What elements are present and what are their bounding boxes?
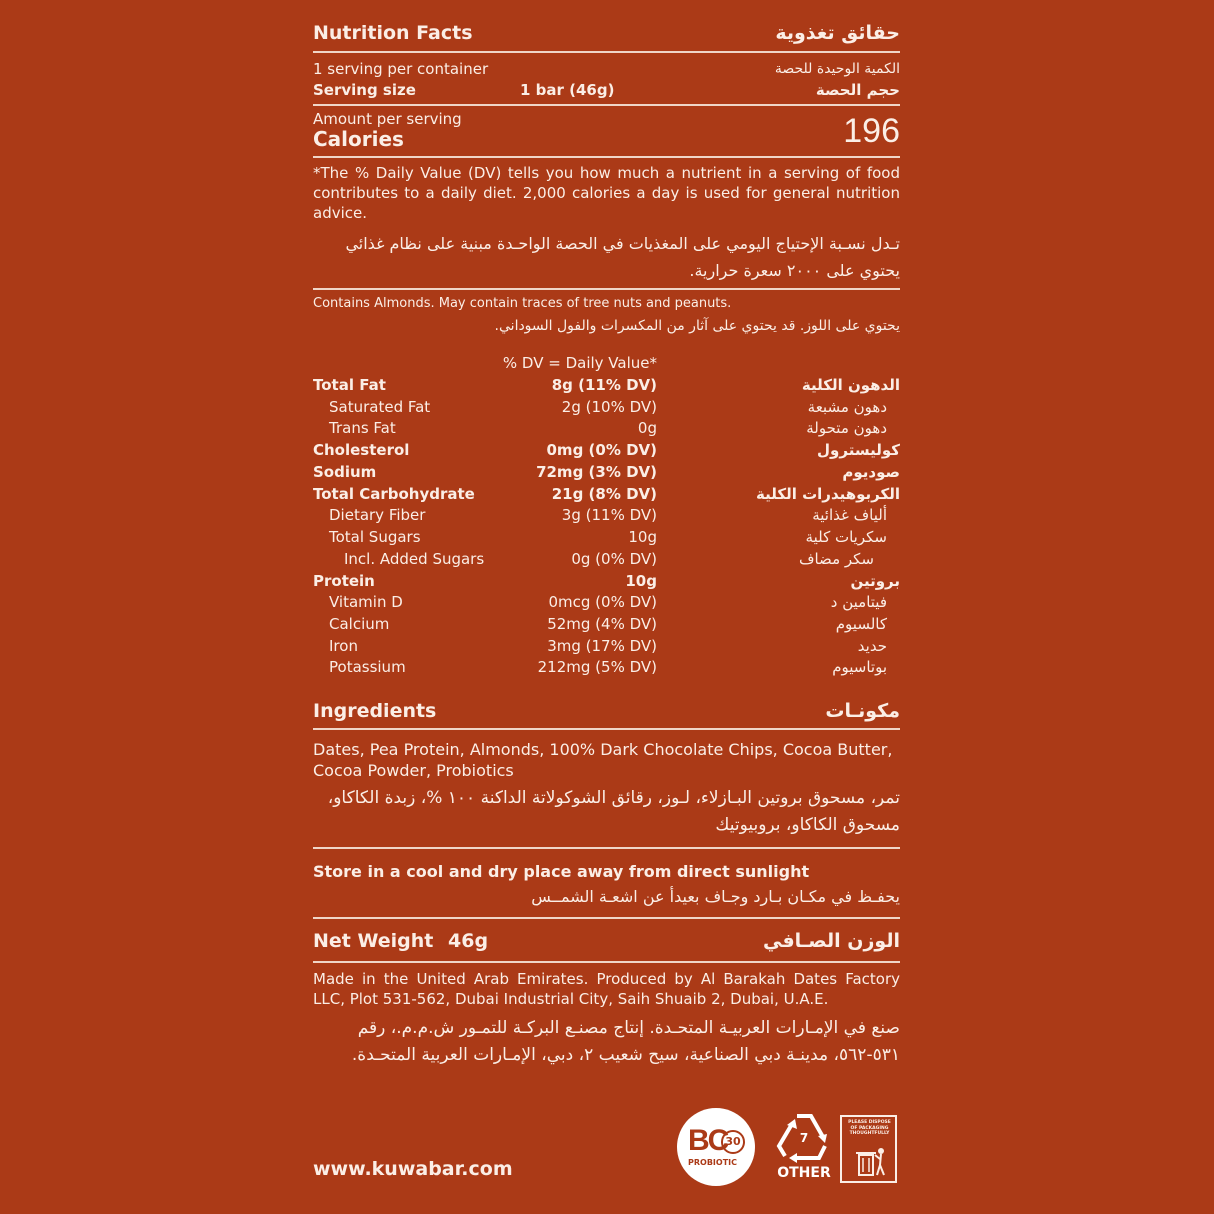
nutrient-name: Sodium <box>313 463 377 481</box>
nutrient-row <box>313 376 900 398</box>
dispose-text: PLEASE DISPOSE OF PACKAGING THOUGHTFULLY <box>848 1120 891 1136</box>
nutrient-name: Potassium <box>329 658 406 676</box>
nutrient-value: 0g <box>637 419 657 437</box>
nutrient-name-ar: دهون مشبعة <box>807 398 887 416</box>
ingredients-ar: تمر، مسحوق بروتين البـازلاء، لـوز، رقائق الشوكولاتة الداكنة ١٠٠ %، زبدة الكاكاو، مسحوق الكاكاو، بروبيوتيك <box>327 788 900 835</box>
nutrient-name-ar: صوديوم <box>842 463 900 481</box>
storage-en: Store in a cool and dry place away from direct sunlight <box>313 862 810 881</box>
net-weight-ar: الوزن الصـافي <box>763 930 900 952</box>
nutrient-value: 3mg (17% DV) <box>547 637 657 655</box>
nutrient-name: Trans Fat <box>329 419 396 437</box>
net-weight <box>313 930 488 952</box>
nutrient-value: 10g <box>625 572 657 590</box>
nutrient-value: 8g (11% DV) <box>551 376 657 394</box>
nutrient-name-ar: الدهون الكلية <box>801 376 900 394</box>
nutrient-name: Total Sugars <box>329 528 421 546</box>
nutrient-value: 0mcg (0% DV) <box>548 593 657 611</box>
nutrient-row <box>313 550 900 572</box>
dv-header: % DV = Daily Value* <box>502 354 657 372</box>
nutrient-name-ar: كالسيوم <box>835 615 887 633</box>
nutrient-value: 212mg (5% DV) <box>537 658 657 676</box>
ingredients-title-ar: مكونـات <box>825 700 900 722</box>
title-en: Nutrition Facts <box>313 22 473 44</box>
nutrient-name: Total Fat <box>313 376 386 394</box>
nutrient-row <box>313 485 900 507</box>
nutrient-name: Saturated Fat <box>329 398 431 416</box>
nutrient-name-ar: فيتامين د <box>830 593 887 611</box>
servings-per-container-ar: الكمية الوحيدة للحصة <box>774 61 900 77</box>
divider <box>313 847 900 849</box>
bc30-probiotic-logo <box>677 1108 755 1186</box>
bc30-logo-label: PROBIOTIC <box>688 1158 738 1167</box>
nutrient-value: 2g (10% DV) <box>561 398 657 416</box>
title-ar: حقائق تغذوية <box>775 22 900 44</box>
trash-bin-icon <box>851 1145 887 1179</box>
divider <box>313 961 900 963</box>
net-weight-label: Net Weight <box>313 930 434 952</box>
nutrient-name-ar: سكريات كلية <box>805 528 887 546</box>
nutrient-name: Vitamin D <box>329 593 403 611</box>
nutrient-name: Cholesterol <box>313 441 410 459</box>
nutrient-row <box>313 441 900 463</box>
nutrient-row <box>313 463 900 485</box>
amount-per-serving: Amount per serving <box>313 110 462 128</box>
manufacturer-ar: صنع في الإمـارات العربيـة المتحـدة. إنتاج مصنـع البركـة للتمـور ش.م.م.، رقم ٥٣١-٥٦٢، مدينـة دبي الصناعية، سيح شعيب ٢، دبي، الإمـارات العربية المتحـدة. <box>351 1018 900 1065</box>
nutrient-row <box>313 528 900 550</box>
nutrient-value: 21g (8% DV) <box>551 485 657 503</box>
nutrient-value: 3g (11% DV) <box>561 506 657 524</box>
divider <box>313 104 900 106</box>
nutrient-name-ar: بروتين <box>850 572 900 590</box>
nutrient-name-ar: بوتاسيوم <box>832 658 887 676</box>
dv-note-en: *The % Daily Value (DV) tells you how much a nutrient in a serving of food contributes to a daily diet. 2,000 calories a day is used for general nutrition advice. <box>313 164 900 222</box>
allergen-en: Contains Almonds. May contain traces of tree nuts and peanuts. <box>313 296 732 311</box>
nutrient-row <box>313 615 900 637</box>
nutrient-name: Total Carbohydrate <box>313 485 475 503</box>
divider <box>313 156 900 158</box>
nutrient-name-ar: سكر مضاف <box>798 550 874 568</box>
nutrient-value: 10g <box>628 528 657 546</box>
nutrient-name-ar: دهون متحولة <box>806 419 887 437</box>
nutrient-row <box>313 506 900 528</box>
nutrient-row <box>313 419 900 441</box>
nutrient-value: 72mg (3% DV) <box>536 463 657 481</box>
nutrient-row <box>313 593 900 615</box>
nutrient-name-ar: الكربوهيدرات الكلية <box>756 485 900 503</box>
manufacturer-en: Made in the United Arab Emirates. Produced by Al Barakah Dates Factory LLC, Plot 531-562, Dubai Industrial City, Saih Shuaib 2, Dubai, U.A.E. <box>313 970 900 1008</box>
net-weight-value: 46g <box>448 930 489 952</box>
nutrient-row <box>313 658 900 680</box>
website-link[interactable]: www.kuwabar.com <box>313 1158 513 1180</box>
nutrient-value: 0g (0% DV) <box>571 550 657 568</box>
nutrient-name-ar: كوليسترول <box>817 441 900 459</box>
nutrient-name: Incl. Added Sugars <box>344 550 485 568</box>
allergen-ar: يحتوي على اللوز. قد يحتوي على آثار من المكسرات والفول السوداني. <box>494 318 900 334</box>
bc30-logo-number: 30 <box>721 1130 745 1154</box>
nutrient-row <box>313 572 900 594</box>
nutrient-value: 52mg (4% DV) <box>547 615 657 633</box>
ingredients-en: Dates, Pea Protein, Almonds, 100% Dark Chocolate Chips, Cocoa Butter, Cocoa Powder, Probiotics <box>313 740 893 780</box>
divider <box>313 728 900 730</box>
calories-label: Calories <box>313 127 404 151</box>
nutrient-value: 0mg (0% DV) <box>546 441 657 459</box>
recycle-7-other-icon <box>773 1110 835 1186</box>
dv-note-ar: تـدل نسـبة الإحتياج اليومي على المغذيات في الحصة الواحـدة مبنية على نظام غذائي يحتوي على ٢٠٠٠ سعرة حرارية. <box>345 234 900 280</box>
calories-value: 196 <box>843 112 900 150</box>
nutrient-name: Calcium <box>329 615 390 633</box>
nutrient-name-ar: ألياف غذائية <box>812 506 887 524</box>
nutrient-row <box>313 637 900 659</box>
recycle-label: OTHER <box>777 1165 831 1181</box>
serving-size-value: 1 bar (46g) <box>520 81 615 99</box>
bc30-logo-text: BC <box>688 1124 728 1157</box>
serving-size-label: Serving size <box>313 81 416 99</box>
servings-per-container: 1 serving per container <box>313 60 489 78</box>
divider <box>313 51 900 53</box>
nutrient-name: Iron <box>329 637 358 655</box>
divider <box>313 288 900 290</box>
storage-ar: يحفـظ في مكـان بـارد وجـاف بعيدأ عن اشعـة الشمــس <box>531 887 900 906</box>
nutrient-name: Protein <box>313 572 375 590</box>
nutrient-name: Dietary Fiber <box>329 506 426 524</box>
recycle-code: 7 <box>799 1131 809 1145</box>
nutrient-name-ar: حديد <box>857 637 887 655</box>
dispose-thoughtfully-icon <box>840 1115 897 1183</box>
ingredients-title: Ingredients <box>313 700 437 722</box>
nutrient-row <box>313 398 900 420</box>
serving-size-ar: حجم الحصة <box>815 81 900 99</box>
divider <box>313 917 900 919</box>
